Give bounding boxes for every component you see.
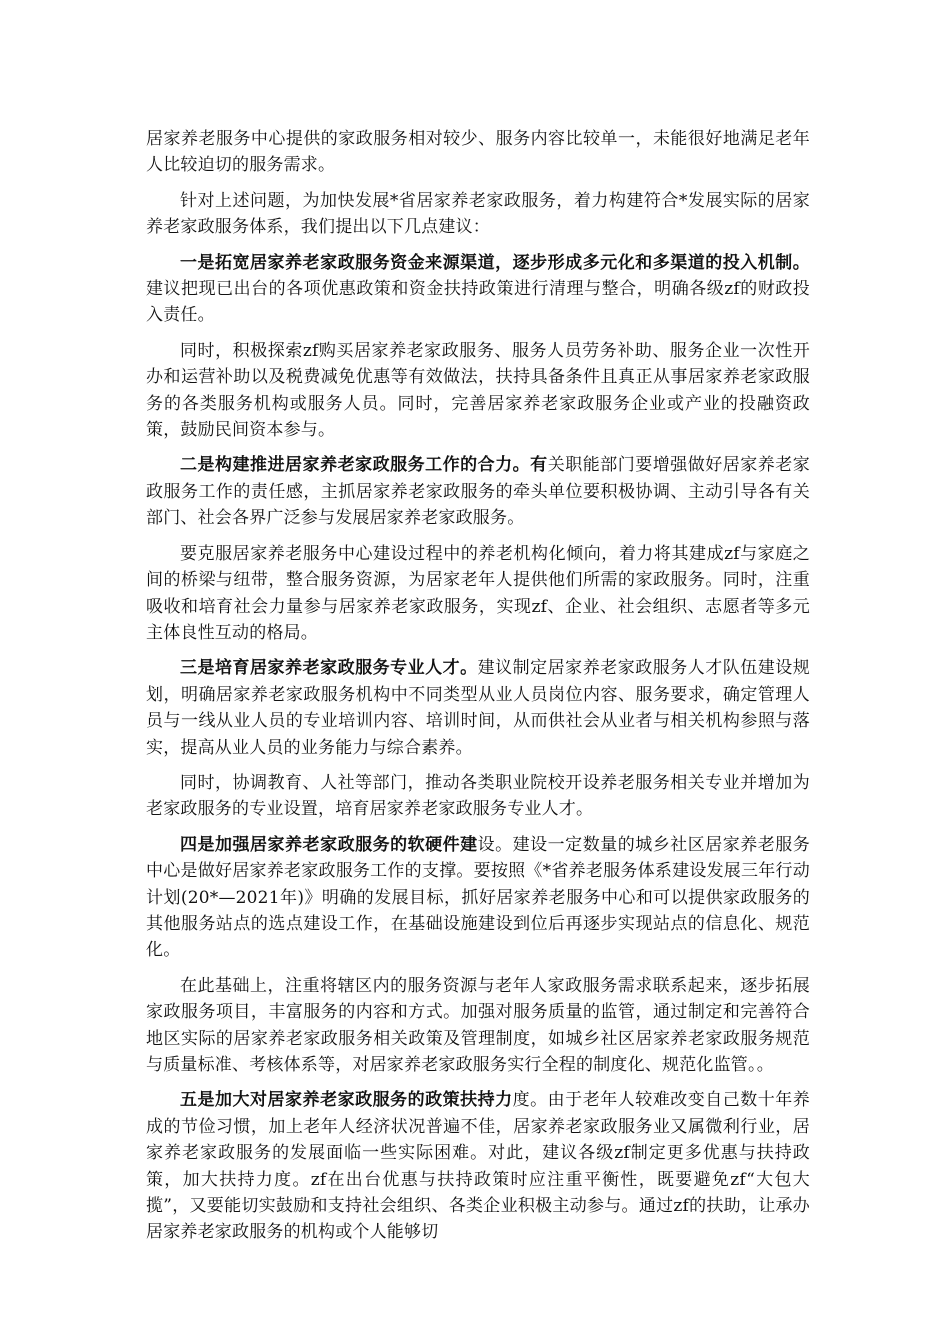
- document-body: [146, 126, 810, 1255]
- paragraph-11-lead: 五是加大对居家养老家政服务的政策扶持力: [180, 1090, 513, 1111]
- paragraph-9-lead: 四是加强居家养老家政服务的软硬件建: [180, 834, 478, 855]
- paragraph-10-text: 在此基础上，注重将辖区内的服务资源与老年人家政服务需求联系起来，逐步拓展家政服务项目，丰富服务的内容和方式。加强对服务质量的监管，通过制定和完善符合地区实际的居家养老家政服务相关政策及管理制度，如城乡社区居家养老家政服务规范与质量标准、考核体系等，对居家养老家政服务实行全程的制度化、规范化监管。。: [146, 975, 810, 1075]
- paragraph-5: [146, 452, 810, 531]
- paragraph-6: [146, 541, 810, 647]
- paragraph-9-text: 设。建设一定数量的城乡社区居家养老服务中心是做好居家养老家政服务工作的支撑。要按照《*省养老服务体系建设发展三年行动计划(20*—2021年)》明确的发展目标，抓好居家养老服务中心和可以提供家政服务的其他服务站点的选点建设工作，在基础设施建设到位后再逐步实现站点的信息化、规范化。: [146, 834, 810, 961]
- paragraph-7: [146, 655, 810, 761]
- paragraph-9: [146, 832, 810, 964]
- paragraph-8-text: 同时，协调教育、人社等部门，推动各类职业院校开设养老服务相关专业并增加为老家政服务的专业设置，培育居家养老家政服务专业人才。: [146, 772, 810, 820]
- paragraph-5-text: 关职能部门要增强做好居家养老家政服务工作的责任感，主抓居家养老家政服务的牵头单位要积极协调、主动引导各有关部门、社会各界广泛参与发展居家养老家政服务。: [146, 455, 811, 529]
- paragraph-11-text: 度。由于老年人较难改变自己数十年养成的节俭习惯，加上老年人经济状况普遍不佳，居家养老家政服务业又属微利行业，居家养老家政服务的发展面临一些实际困难。对此，建议各级zf制定更多优惠与扶持政策，加大扶持力度。zf在出台优惠与扶持政策时应注重平衡性，既要避免zf“大包大揽”，又要能切实鼓励和支持社会组织、各类企业积极主动参与。通过zf的扶助，让承办居家养老家政服务的机构或个人能够切: [146, 1090, 810, 1243]
- paragraph-11: [146, 1087, 810, 1245]
- paragraph-2-text: 针对上述问题，为加快发展*省居家养老家政服务，着力构建符合*发展实际的居家养老家政服务体系，我们提出以下几点建议：: [146, 190, 810, 238]
- paragraph-3-lead: 一是拓宽居家养老家政服务资金来源渠道，逐步形成多元化和多渠道的投入机制。: [180, 252, 810, 273]
- paragraph-3: [146, 250, 810, 329]
- paragraph-4-text: 同时，积极探索zf购买居家养老家政服务、服务人员劳务补助、服务企业一次性开办和运营补助以及税费减免优惠等有效做法，扶持具备条件且真正从事居家养老家政服务的各类服务机构或服务人员。同时，完善居家养老家政服务企业或产业的投融资政策，鼓励民间资本参与。: [146, 340, 810, 441]
- paragraph-10: [146, 973, 810, 1079]
- paragraph-5-lead: 二是构建推进居家养老家政服务工作的合力。有: [180, 455, 548, 476]
- paragraph-2: [146, 188, 810, 241]
- paragraph-3-text: 建议把现已出台的各项优惠政策和资金扶持政策进行清理与整合，明确各级zf的财政投入责任。: [146, 279, 810, 326]
- paragraph-1: [146, 126, 810, 179]
- paragraph-1-text: 居家养老服务中心提供的家政服务相对较少、服务内容比较单一，未能很好地满足老年人比较迫切的服务需求。: [146, 129, 810, 176]
- paragraph-7-text: 建议制定居家养老家政服务人才队伍建设规划，明确居家养老家政服务机构中不同类型从业人员岗位内容、服务要求，确定管理人员与一线从业人员的专业培训内容、培训时间，从而供社会从业者与相关机构参照与落实，提高从业人员的业务能力与综合素养。: [146, 658, 810, 758]
- paragraph-7-lead: 三是培育居家养老家政服务专业人才。: [180, 658, 478, 679]
- paragraph-8: [146, 770, 810, 823]
- paragraph-4: [146, 338, 810, 444]
- paragraph-6-text: 要克服居家养老服务中心建设过程中的养老机构化倾向，着力将其建成zf与家庭之间的桥梁与纽带，整合服务资源，为居家老年人提供他们所需的家政服务。同时，注重吸收和培育社会力量参与居家养老家政服务，实现zf、企业、社会组织、志愿者等多元主体良性互动的格局。: [146, 543, 810, 643]
